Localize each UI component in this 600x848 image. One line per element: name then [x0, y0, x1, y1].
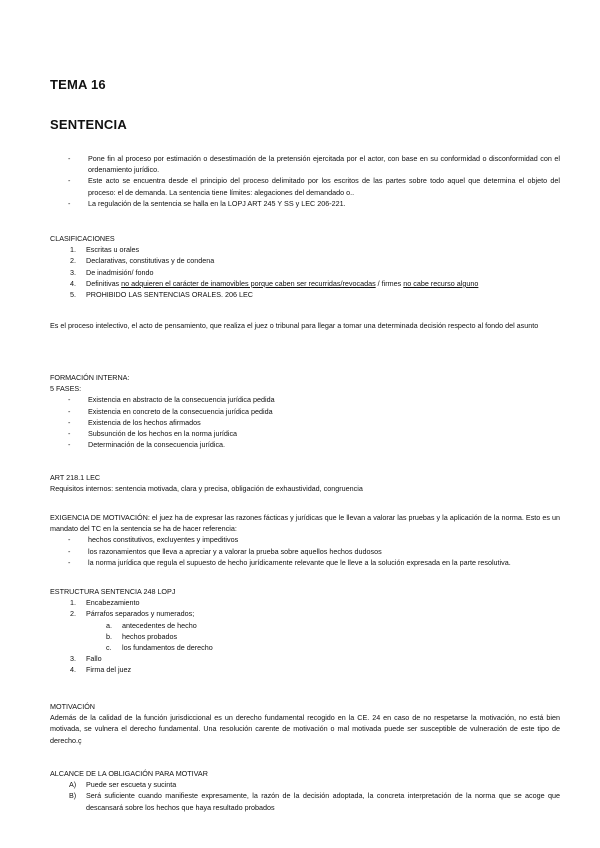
scope-title: ALCANCE DE LA OBLIGACIÓN PARA MOTIVAR: [50, 769, 208, 778]
motivation-requirement-section: [50, 512, 560, 568]
phase-item: - Existencia de los hechos afirmados: [68, 417, 201, 427]
structure-title: ESTRUCTURA SENTENCIA 248 LOPJ: [50, 587, 176, 596]
motivation-title: MOTIVACIÓN: [50, 702, 95, 711]
list-item: A) Puede ser escueta y sucinta: [69, 780, 177, 790]
intro-list: [50, 153, 560, 209]
art218-section: [50, 472, 560, 494]
structure-section: [50, 586, 560, 676]
list-item: 4. Definitivas no adquieren el carácter de inamovibles porque caben ser recurridas/revocadas / firmes no cabe recurso alguno: [70, 278, 479, 288]
section-title: SENTENCIA: [50, 117, 127, 132]
requirement-item: - los razonamientos que lleva a apreciar y a valorar la prueba sobre aquellos hechos dudosos: [68, 546, 382, 556]
sub-item: b. hechos probados: [106, 631, 178, 641]
list-item: 1. Encabezamiento: [70, 598, 140, 608]
art218-title: ART 218.1 LEC: [50, 473, 101, 482]
list-item: 3. Fallo: [70, 654, 102, 664]
intro-item: - Pone fin al proceso por estimación o desestimación de la pretensión ejercitada por el actor, con base en su conformidad o disconformidad con el ordenamiento jurídico.: [68, 154, 560, 175]
internal-formation-section: [50, 372, 560, 450]
formation-title: FORMACIÓN INTERNA:: [50, 373, 130, 382]
requirement-paragraph: EXIGENCIA DE MOTIVACIÓN: el juez ha de expresar las razones fácticas y jurídicas que le llevan a valorar las pruebas y la aplicación de la norma. Esto es un mandato del TC en la sentencia se ha de hacer referencia:: [50, 513, 560, 534]
list-item: 2. Declarativas, constitutivas y de condena: [70, 256, 215, 266]
scope-section: [50, 768, 560, 813]
intro-item: - La regulación de la sentencia se halla en la LOPJ ART 245 Y SS y LEC 206-221.: [68, 198, 346, 208]
intro-item: - Este acto se encuentra desde el principio del proceso delimitado por los escritos de las partes sobre todo aquel que determina el objeto del proceso: el de demanda. La sentencia tiene límites: alegaciones del demandado o..: [68, 176, 560, 197]
motivation-paragraph: Además de la calidad de la función jurisdiccional es un derecho fundamental recogido en la CE. 24 en caso de no respetarse la motivación, no está bien motivada, se vulnera el derecho fundamental. Una resolución carente de motivación o mal motivada puede ser susceptible de vulneración de este tipo de derecho.ç: [50, 713, 560, 745]
list-item: 2. Párrafos separados y numerados;: [70, 609, 195, 619]
phase-item: - Existencia en concreto de la consecuencia jurídica pedida: [68, 406, 273, 416]
definition-paragraph: Es el proceso intelectivo, el acto de pensamiento, que realiza el juez o tribunal para llegar a tomar una determinada decisión respecto al fondo del asunto: [50, 321, 539, 330]
classifications-section: [50, 233, 560, 300]
classifications-title: CLASIFICACIONES: [50, 234, 115, 243]
requirement-item: - hechos constitutivos, excluyentes y impeditivos: [68, 535, 239, 545]
sub-item: a. antecedentes de hecho: [106, 620, 197, 630]
requirement-item: - la norma jurídica que regula el supuesto de hecho jurídicamente relevante que le lleve a la solución expresada en la parte resolutiva.: [68, 557, 511, 567]
list-item: 5. PROHIBIDO LAS SENTENCIAS ORALES. 206 LEC: [70, 290, 253, 300]
list-item: B) Será suficiente cuando manifieste expresamente, la razón de la decisión adoptada, la concreta interpretación de la norma que se acoge que descansará sobre los hechos que haya resultado probados: [69, 791, 560, 812]
sub-item: c. los fundamentos de derecho: [106, 643, 213, 653]
topic-heading: TEMA 16: [50, 77, 106, 92]
formation-subtitle: 5 FASES:: [50, 384, 82, 394]
phase-item: - Existencia en abstracto de la consecuencia jurídica pedida: [68, 395, 275, 405]
list-item: 1. Escritas u orales: [70, 245, 140, 255]
phase-item: - Determinación de la consecuencia jurídica.: [68, 440, 226, 450]
motivation-section: [50, 701, 560, 746]
list-item: 3. De inadmisión/ fondo: [70, 267, 154, 277]
art218-text: Requisitos internos: sentencia motivada, clara y precisa, obligación de exhaustividad, congruencia: [50, 484, 363, 494]
phase-item: - Subsunción de los hechos en la norma jurídica: [68, 429, 238, 439]
list-item: 4. Firma del juez: [70, 665, 132, 675]
